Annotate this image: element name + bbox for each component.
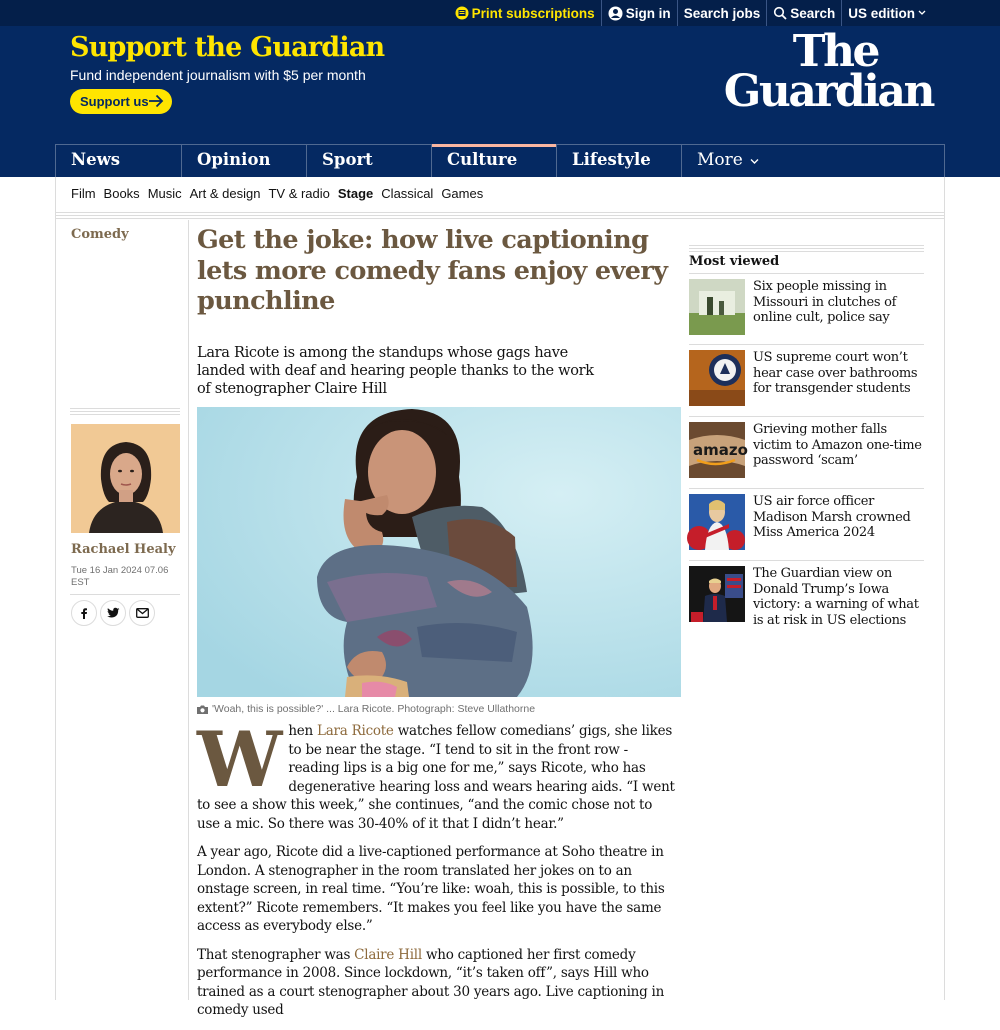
subnav-books[interactable]: Books — [103, 186, 140, 201]
pillar-opinion[interactable]: Opinion — [181, 145, 306, 177]
svg-text:amazo: amazo — [693, 441, 748, 459]
support-us-label: Support us — [80, 94, 149, 109]
search-label: Search — [790, 5, 836, 21]
pillar-sport[interactable]: Sport — [306, 145, 431, 177]
subnav-links — [71, 186, 491, 201]
paragraph — [197, 715, 675, 833]
top-links — [449, 0, 932, 26]
most-viewed-thumbnail — [689, 279, 745, 335]
article-main-image — [197, 407, 681, 697]
pillar-culture[interactable]: Culture — [431, 145, 556, 177]
image-caption — [197, 703, 535, 715]
most-viewed-divider — [689, 243, 924, 253]
newspaper-icon — [455, 6, 469, 20]
share-email-button[interactable] — [129, 600, 155, 626]
subnav-music[interactable]: Music — [147, 186, 182, 201]
most-viewed-item[interactable] — [689, 560, 924, 632]
user-icon — [608, 6, 623, 21]
guardian-logo[interactable] — [698, 26, 933, 117]
subnav — [55, 177, 945, 220]
pillar-more[interactable] — [681, 145, 821, 177]
most-viewed-item[interactable] — [689, 344, 924, 416]
text: watches fellow comedians’ gigs, she likes to be near the stage. “I tend to sit in the front row - reading lips is a big one for me,” says Ricote, who has degenerative hearing loss and wears hearing aids. “I went to see a show this week,” she continues, “and the comic chose not to use a mic. So there was 30-40% of it that I didn’t hear.” — [197, 723, 675, 832]
subnav-stage[interactable]: Stage — [337, 186, 374, 201]
most-viewed-headline: US supreme court won’t hear case over bathrooms for transgender students — [753, 350, 918, 396]
column-divider — [188, 220, 189, 1000]
paragraph — [197, 946, 675, 1020]
text: That stenographer was — [197, 946, 355, 963]
pillar-more-label: More — [697, 150, 743, 170]
publish-date: Tue 16 Jan 2024 07.06 EST — [71, 565, 169, 588]
print-subscriptions-label: Print subscriptions — [471, 5, 595, 21]
text: who captioned her first comedy performance in 2008. Since lockdown, “it’s taken off”, says Hill who trained as a court stenographer about 30 years ago. Live captioning in comedy used — [197, 946, 665, 1018]
share-facebook-button[interactable] — [71, 600, 97, 626]
author-name[interactable]: Rachael Healy — [71, 542, 176, 557]
most-viewed-item[interactable] — [689, 416, 924, 488]
subnav-divider — [56, 210, 944, 219]
caption-text: 'Woah, this is possible?' ... Lara Ricote. Photograph: Steve Ullathorne — [212, 703, 536, 715]
edition-label: US edition — [848, 5, 915, 21]
most-viewed-thumbnail — [689, 494, 745, 550]
most-viewed-thumbnail — [689, 350, 745, 406]
email-icon — [136, 608, 149, 618]
most-viewed-headline: Six people missing in Missouri in clutches of online cult, police say — [753, 279, 897, 325]
meta-divider — [70, 406, 180, 416]
sign-in-link[interactable] — [601, 0, 677, 26]
most-viewed-item[interactable] — [689, 273, 924, 345]
arrow-right-icon — [148, 94, 164, 108]
author-avatar — [71, 424, 180, 533]
chevron-down-icon — [918, 10, 926, 16]
facebook-icon — [78, 607, 90, 619]
share-twitter-button[interactable] — [100, 600, 126, 626]
share-divider — [70, 594, 180, 595]
edition-selector[interactable] — [841, 0, 932, 26]
most-viewed-headline: Grieving mother falls victim to Amazon one-time password ‘scam’ — [753, 422, 922, 468]
subnav-film[interactable]: Film — [71, 186, 96, 201]
most-viewed-headline: The Guardian view on Donald Trump’s Iowa victory: a warning of what is at risk in US elections — [753, 566, 919, 628]
top-bar — [0, 0, 1000, 26]
most-viewed-thumbnail — [689, 566, 745, 622]
twitter-icon — [107, 607, 120, 619]
drop-cap: W — [197, 715, 281, 804]
article-headline: Get the joke: how live captioning lets more comedy fans enjoy every punchline — [197, 225, 668, 316]
most-viewed-title: Most viewed — [689, 254, 780, 269]
support-heading: Support the Guardian — [70, 32, 385, 63]
search-jobs-label: Search jobs — [683, 5, 761, 21]
subnav-tv-radio[interactable]: TV & radio — [268, 186, 330, 201]
search-icon — [773, 6, 787, 20]
logo-line-2: Guardian — [723, 66, 933, 117]
pillar-nav — [55, 144, 945, 177]
pillar-news[interactable]: News — [71, 150, 121, 169]
most-viewed-item[interactable] — [689, 488, 924, 560]
print-subscriptions-link[interactable] — [449, 0, 601, 26]
subnav-classical[interactable]: Classical — [381, 186, 434, 201]
subnav-games[interactable]: Games — [441, 186, 484, 201]
search-jobs-link[interactable] — [677, 0, 767, 26]
subnav-art-design[interactable]: Art & design — [189, 186, 261, 201]
pillar-lifestyle[interactable]: Lifestyle — [556, 145, 681, 177]
logo-line-1: The — [792, 26, 878, 77]
search-link[interactable] — [766, 0, 841, 26]
section-label[interactable]: Comedy — [71, 227, 129, 242]
claire-hill-link[interactable]: Claire Hill — [354, 946, 422, 963]
chevron-down-icon — [750, 150, 759, 170]
article-standfirst: Lara Ricote is among the standups whose gags have landed with deaf and hearing people thanks to the work of stenographer Claire Hill — [197, 345, 594, 397]
paragraph: A year ago, Ricote did a live-captioned performance at Soho theatre in London. A stenographer in the room translated her jokes on to an onstage screen, in real time. “You’re like: woah, this is possible, to this extent?” Ricote remembers. “It makes you feel like you have the same access as everybody else.” — [197, 844, 665, 934]
text: hen — [288, 723, 318, 739]
article-body — [197, 715, 675, 1030]
sign-in-label: Sign in — [625, 5, 671, 21]
most-viewed-thumbnail — [689, 422, 748, 478]
most-viewed-headline: US air force officer Madison Marsh crowned Miss America 2024 — [753, 494, 911, 540]
support-subheading: Fund independent journalism with $5 per month — [70, 67, 366, 83]
camera-icon — [197, 705, 208, 714]
lara-ricote-link[interactable]: Lara Ricote — [317, 723, 394, 739]
support-us-button[interactable] — [70, 89, 172, 114]
